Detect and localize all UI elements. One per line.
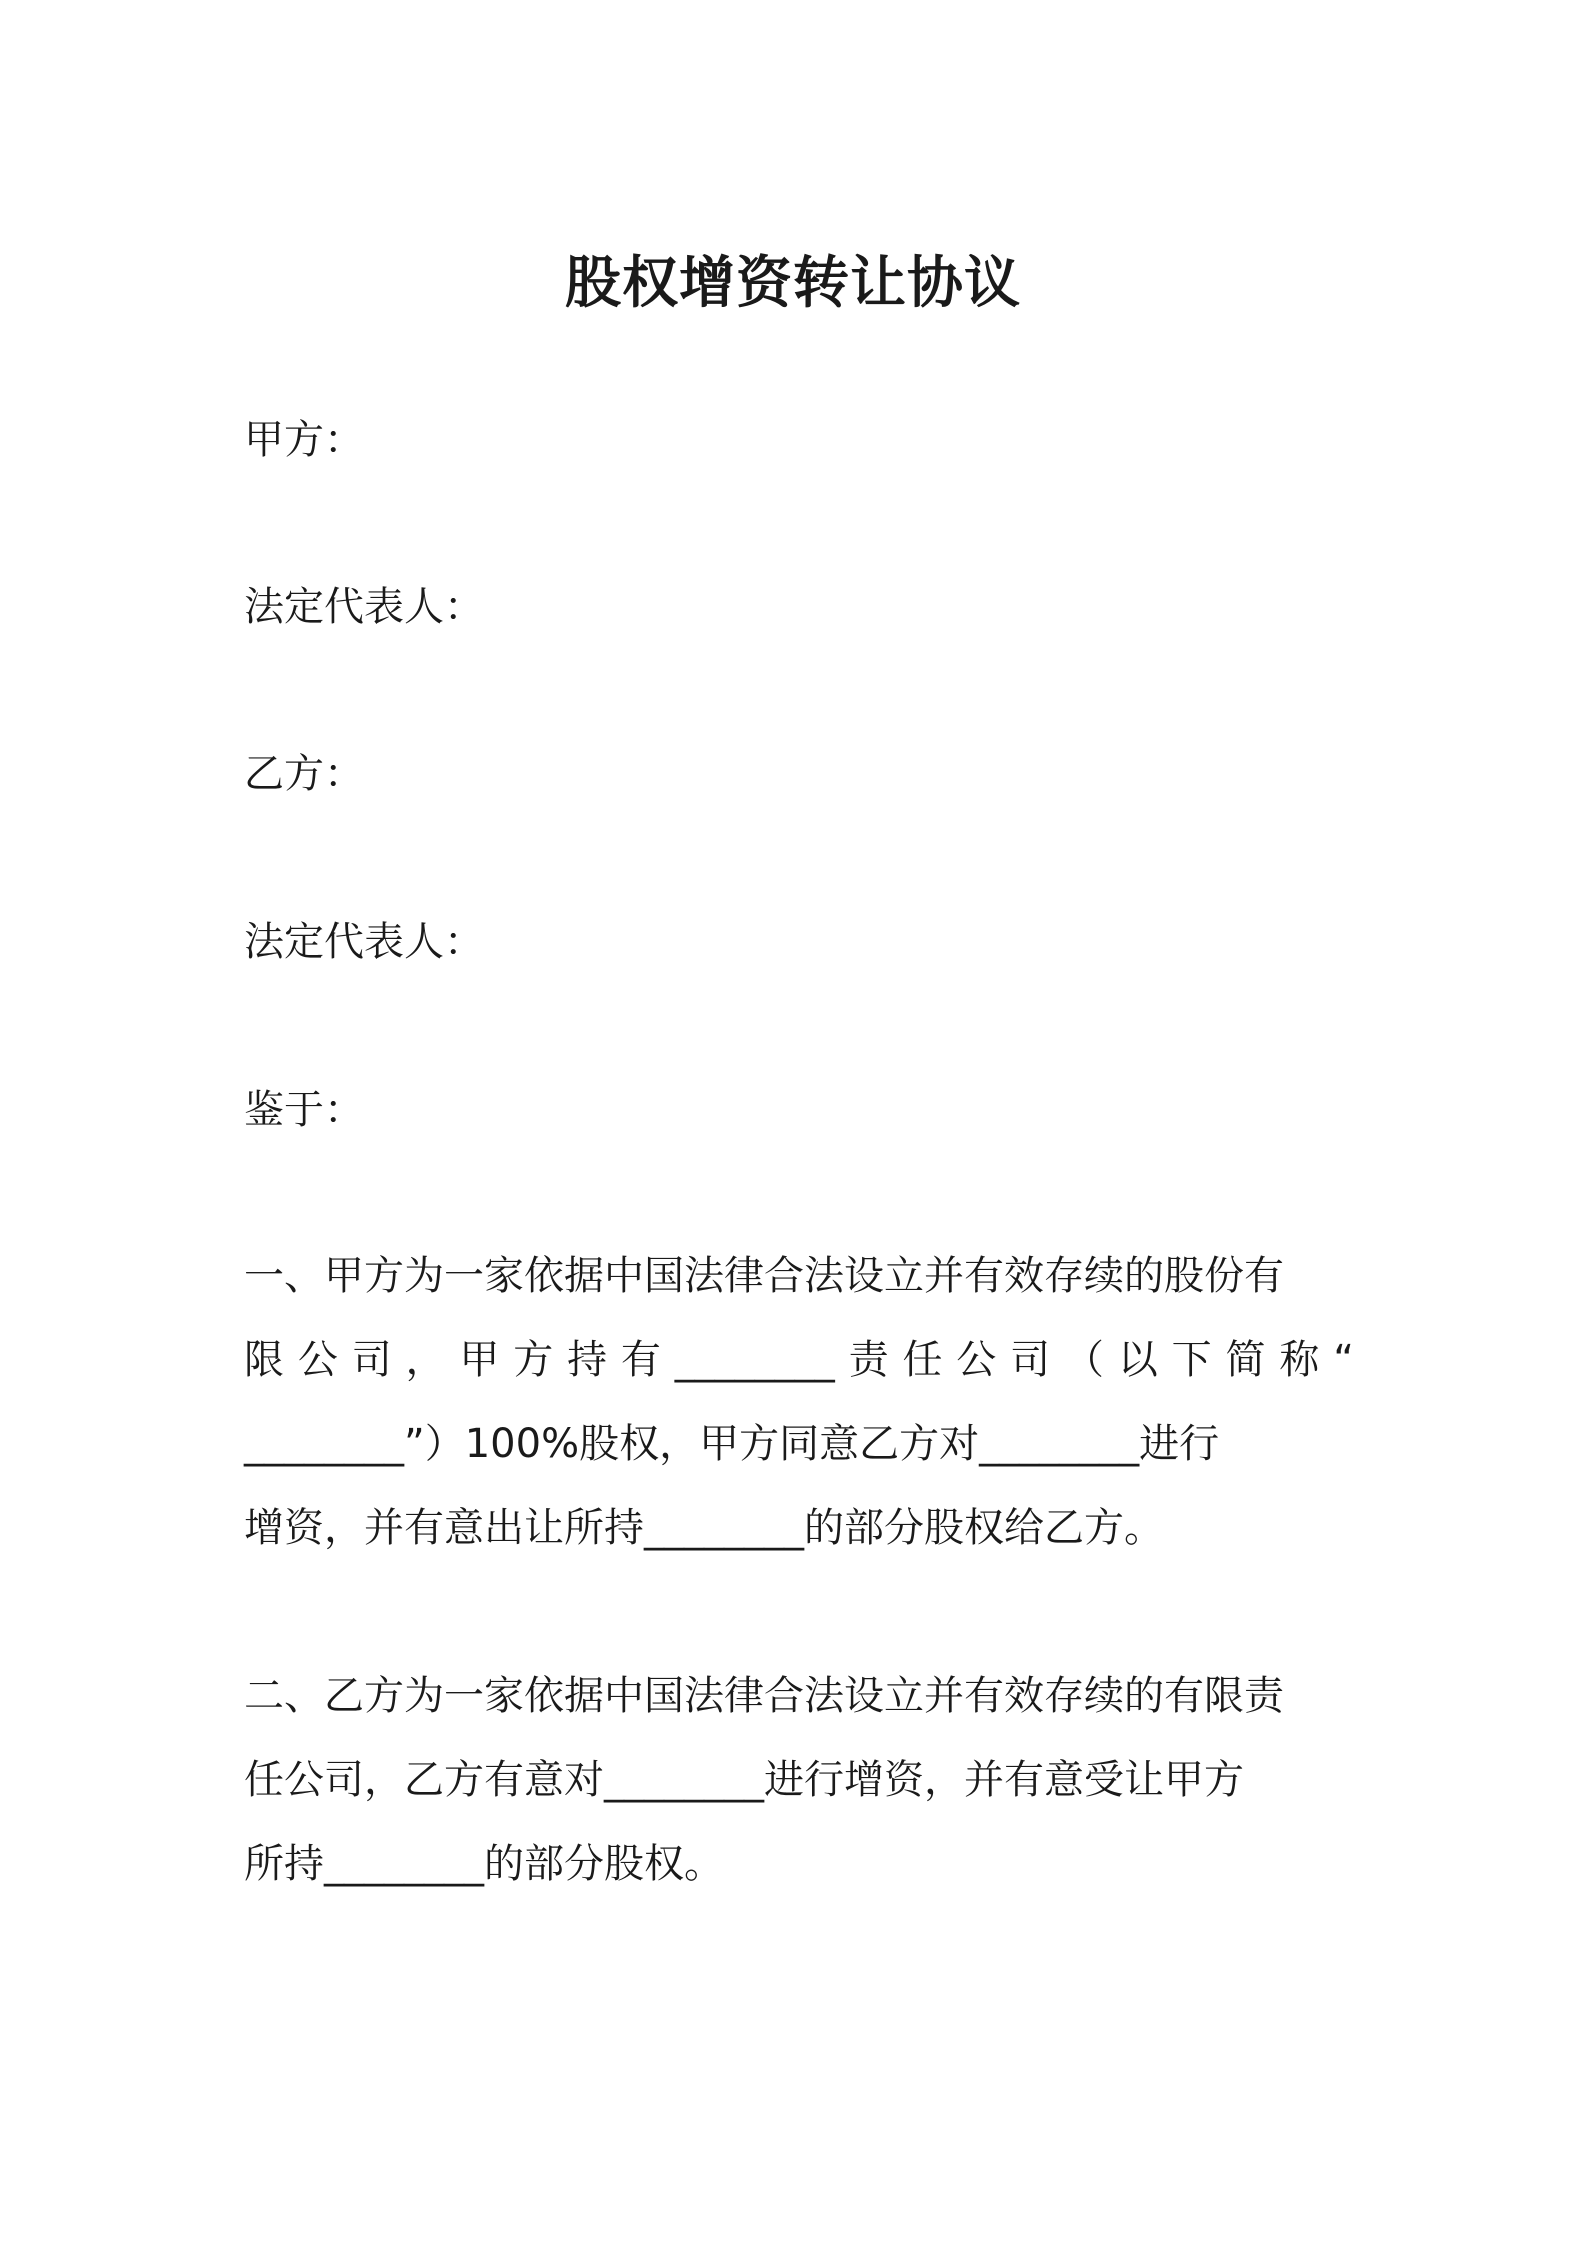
party-b-representative-label: 法定代表人： <box>244 919 484 965</box>
party-a-representative-label: 法定代表人： <box>244 584 484 630</box>
clause-one <box>244 1234 1354 1570</box>
clause-one-line-3: ________”）100%股权，甲方同意乙方对________进行 <box>244 1421 1220 1467</box>
clause-one-line-2-char: 限 <box>244 1337 284 1383</box>
clause-one-line-2-char: （ <box>1063 1337 1104 1383</box>
clause-one-line-2-char: 公 <box>956 1337 997 1383</box>
clause-one-line-2-char: “ <box>1333 1337 1354 1383</box>
whereas-label: 鉴于： <box>244 1087 364 1133</box>
document-title: 股权增资转让协议 <box>565 251 1021 316</box>
party-a-label: 甲方： <box>244 417 364 463</box>
clause-one-line-1: 一、甲方为一家依据中国法律合法设立并有效存续的股份有 <box>244 1253 1284 1299</box>
clause-two-line-3: 所持________的部分股权。 <box>244 1841 724 1887</box>
clause-two <box>244 1654 1354 1906</box>
clause-one-line-2-char: 司 <box>351 1337 392 1383</box>
clause-two-line-2: 任公司，乙方有意对________进行增资，并有意受让甲方 <box>244 1757 1244 1803</box>
party-b-label: 乙方： <box>244 751 364 797</box>
clause-one-line-2-char: 有 <box>620 1337 661 1383</box>
clause-one-line-2 <box>244 1318 1354 1402</box>
clause-one-line-4: 增资，并有意出让所持________的部分股权给乙方。 <box>244 1505 1164 1551</box>
clause-one-line-2-char: 责 <box>848 1337 889 1383</box>
clause-one-line-2-char: 甲 <box>459 1337 500 1383</box>
company-name-blank: ________ <box>674 1337 835 1383</box>
clause-one-line-2-char: 下 <box>1171 1337 1212 1383</box>
clause-one-line-2-char: 简 <box>1225 1337 1266 1383</box>
clause-one-line-2-char: ， <box>405 1337 446 1383</box>
clause-one-line-2-char: 公 <box>297 1337 338 1383</box>
clause-one-line-2-char: 称 <box>1279 1337 1320 1383</box>
clause-one-line-2-char: 方 <box>513 1337 554 1383</box>
clause-one-line-2-char: 任 <box>902 1337 943 1383</box>
clause-two-line-1: 二、乙方为一家依据中国法律合法设立并有效存续的有限责 <box>244 1673 1284 1719</box>
clause-one-line-2-char: 司 <box>1010 1337 1051 1383</box>
clause-one-line-2-char: 以 <box>1117 1337 1158 1383</box>
clause-one-line-2-char: 持 <box>567 1337 608 1383</box>
